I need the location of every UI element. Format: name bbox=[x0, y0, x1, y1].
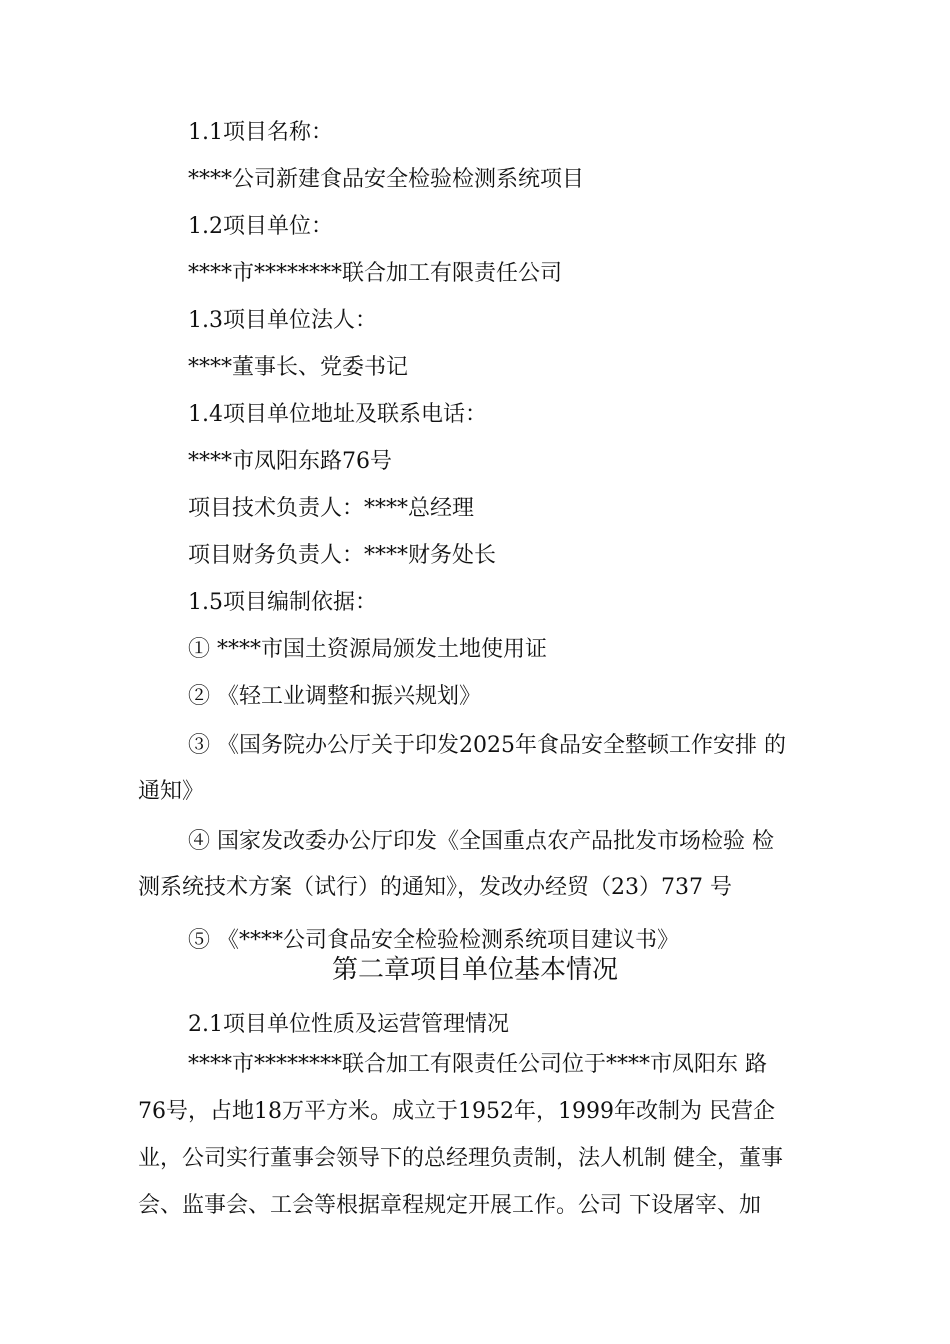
tech-lead-line: 项目技术负责人：****总经理 bbox=[188, 496, 475, 521]
basis-item-3-cont: 通知》 bbox=[138, 779, 205, 804]
address-value: ****市凤阳东路76号 bbox=[188, 449, 392, 474]
paragraph-line-1: ****市********联合加工有限责任公司位于****市凤阳东 路 bbox=[188, 1052, 767, 1077]
basis-item-1: ① ****市国土资源局颁发土地使用证 bbox=[188, 637, 547, 662]
basis-item-3: ③ 《国务院办公厅关于印发2025年食品安全整顿工作安排 的 bbox=[188, 733, 786, 758]
legal-person-value: ****董事长、党委书记 bbox=[188, 355, 409, 380]
project-unit-heading: 1.2项目单位： bbox=[188, 214, 333, 239]
paragraph-line-2: 76号，占地18万平方米。成立于1952年，1999年改制为 民营企 bbox=[138, 1099, 775, 1124]
basis-item-2: ② 《轻工业调整和振兴规划》 bbox=[188, 684, 481, 709]
project-unit-value: ****市********联合加工有限责任公司 bbox=[188, 261, 563, 286]
basis-item-4: ④ 国家发改委办公厅印发《全国重点农产品批发市场检验 检 bbox=[188, 829, 774, 854]
project-name-heading: 1.1项目名称： bbox=[188, 120, 333, 145]
section-2-1-heading: 2.1项目单位性质及运营管理情况 bbox=[188, 1012, 509, 1037]
finance-lead-line: 项目财务负责人：****财务处长 bbox=[188, 543, 497, 568]
paragraph-line-4: 会、监事会、工会等根据章程规定开展工作。公司 下设屠宰、加 bbox=[138, 1193, 761, 1218]
paragraph-line-3: 业，公司实行董事会领导下的总经理负责制，法人机制 健全，董事 bbox=[138, 1146, 783, 1171]
chapter-title: 第二章项目单位基本情况 bbox=[331, 955, 618, 985]
address-heading: 1.4项目单位地址及联系电话： bbox=[188, 402, 487, 427]
basis-item-5: ⑤ 《****公司食品安全检验检测系统项目建议书》 bbox=[188, 928, 679, 953]
legal-person-heading: 1.3项目单位法人： bbox=[188, 308, 377, 333]
project-name-value: ****公司新建食品安全检验检测系统项目 bbox=[188, 167, 585, 192]
basis-item-4-cont: 测系统技术方案（试行）的通知》，发改办经贸（23）737 号 bbox=[138, 875, 732, 900]
basis-heading: 1.5项目编制依据： bbox=[188, 590, 377, 615]
